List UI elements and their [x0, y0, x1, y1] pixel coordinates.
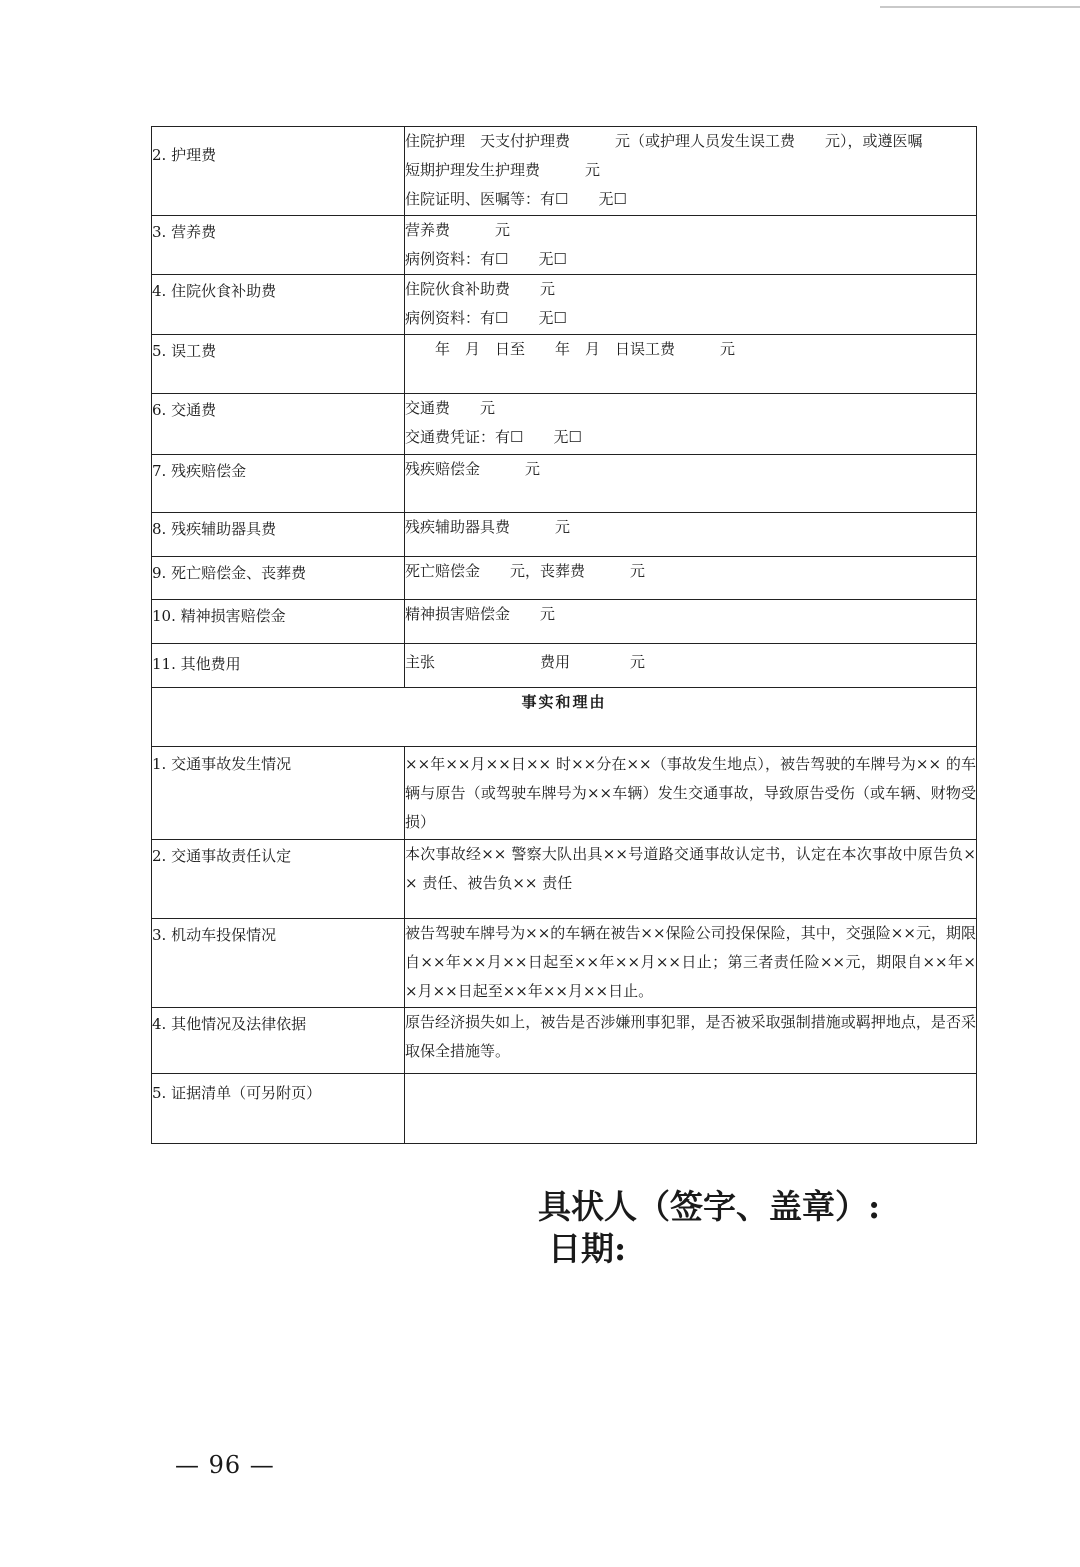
row-label-assistive-devices: 8. 残疾辅助器具费 [152, 520, 277, 538]
row-value-text: ××年××月××日×× 时××分在××（事故发生地点），被告驾驶的车牌号为×× 的车辆与原告（或驾驶车牌号为××车辆）发生交通事故，导致原告受伤（或车辆、财物受损） [405, 755, 976, 831]
row-label-death-compensation: 9. 死亡赔偿金、丧葬费 [152, 564, 307, 582]
table-row [152, 127, 977, 216]
table-row [152, 1074, 977, 1144]
table-row [152, 919, 977, 1008]
signer-signature-label: 具状人（签字、盖章）: [538, 1187, 881, 1226]
table-row [152, 747, 977, 840]
table-row [152, 600, 977, 644]
table-row [152, 275, 977, 335]
table-row [152, 1008, 977, 1074]
row-label-nutrition-fee: 3. 营养费 [152, 223, 217, 241]
row-value-line: 交通费 元 [405, 399, 496, 417]
row-label-liability-determination: 2. 交通事故责任认定 [152, 847, 292, 865]
section-title: 事实和理由 [152, 688, 977, 747]
row-label-transport-fee: 6. 交通费 [152, 401, 217, 419]
date-label: 日期: [548, 1229, 627, 1268]
table-row [152, 455, 977, 513]
table-row [152, 216, 977, 275]
row-value-line: 死亡赔偿金 元，丧葬费 元 [405, 562, 646, 580]
table-row [152, 513, 977, 557]
row-value-line: 病例资料：有☐ 无☐ [405, 309, 567, 327]
row-value-line: 残疾辅助器具费 元 [405, 518, 571, 536]
row-value-line: 精神损害赔偿金 元 [405, 605, 556, 623]
top-edge-rule [880, 6, 1080, 8]
row-value-text: 原告经济损失如上，被告是否涉嫌刑事犯罪，是否被采取强制措施或羁押地点，是否采取保全措施等。 [405, 1013, 976, 1060]
row-label-meal-subsidy: 4. 住院伙食补助费 [152, 282, 277, 300]
row-label-accident-circumstances: 1. 交通事故发生情况 [152, 755, 292, 773]
row-value-line: 年 月 日至 年 月 日误工费 元 [405, 340, 736, 358]
row-value-line: 主张 费用 元 [405, 653, 646, 671]
row-value-line: 病例资料：有☐ 无☐ [405, 250, 567, 268]
row-label-other-fees: 11. 其他费用 [152, 655, 241, 673]
table-row [152, 688, 977, 747]
row-label-insurance-status: 3. 机动车投保情况 [152, 926, 277, 944]
row-label-lost-wages: 5. 误工费 [152, 342, 217, 360]
row-label-disability-compensation: 7. 残疾赔偿金 [152, 462, 247, 480]
row-value-line: 营养费 元 [405, 221, 511, 239]
page-number: — 96 — [175, 1451, 275, 1479]
table-row [152, 840, 977, 919]
table-row [152, 394, 977, 455]
row-label-mental-damages: 10. 精神损害赔偿金 [152, 607, 286, 625]
row-label-nursing-fee: 2. 护理费 [152, 146, 217, 164]
row-label-evidence-list: 5. 证据清单（可另附页） [152, 1084, 322, 1102]
row-value-line: 住院伙食补助费 元 [405, 280, 556, 298]
row-label-other-legal-basis: 4. 其他情况及法律依据 [152, 1015, 307, 1033]
row-value-text: 本次事故经×× 警察大队出具××号道路交通事故认定书，认定在本次事故中原告负×× 责任、被告负×× 责任 [405, 845, 976, 892]
row-value-line: 住院证明、医嘱等：有☐ 无☐ [405, 190, 627, 208]
row-value-text: 被告驾驶车牌号为××的车辆在被告××保险公司投保保险，其中，交强险××元，期限自××年××月××日起至××年××月××日止；第三者责任险××元，期限自××年××月××日起至××年××月××日止。 [405, 924, 976, 1000]
table-row [152, 557, 977, 600]
row-value-line: 残疾赔偿金 元 [405, 460, 541, 478]
table-row [152, 644, 977, 688]
row-value-line: 交通费凭证：有☐ 无☐ [405, 428, 582, 446]
row-value-line: 短期护理发生护理费 元 [405, 161, 601, 179]
row-value-line: 住院护理 天支付护理费 元（或护理人员发生误工费 元），或遵医嘱 [405, 132, 923, 150]
table-row [152, 335, 977, 394]
complaint-form-table [151, 126, 977, 1144]
